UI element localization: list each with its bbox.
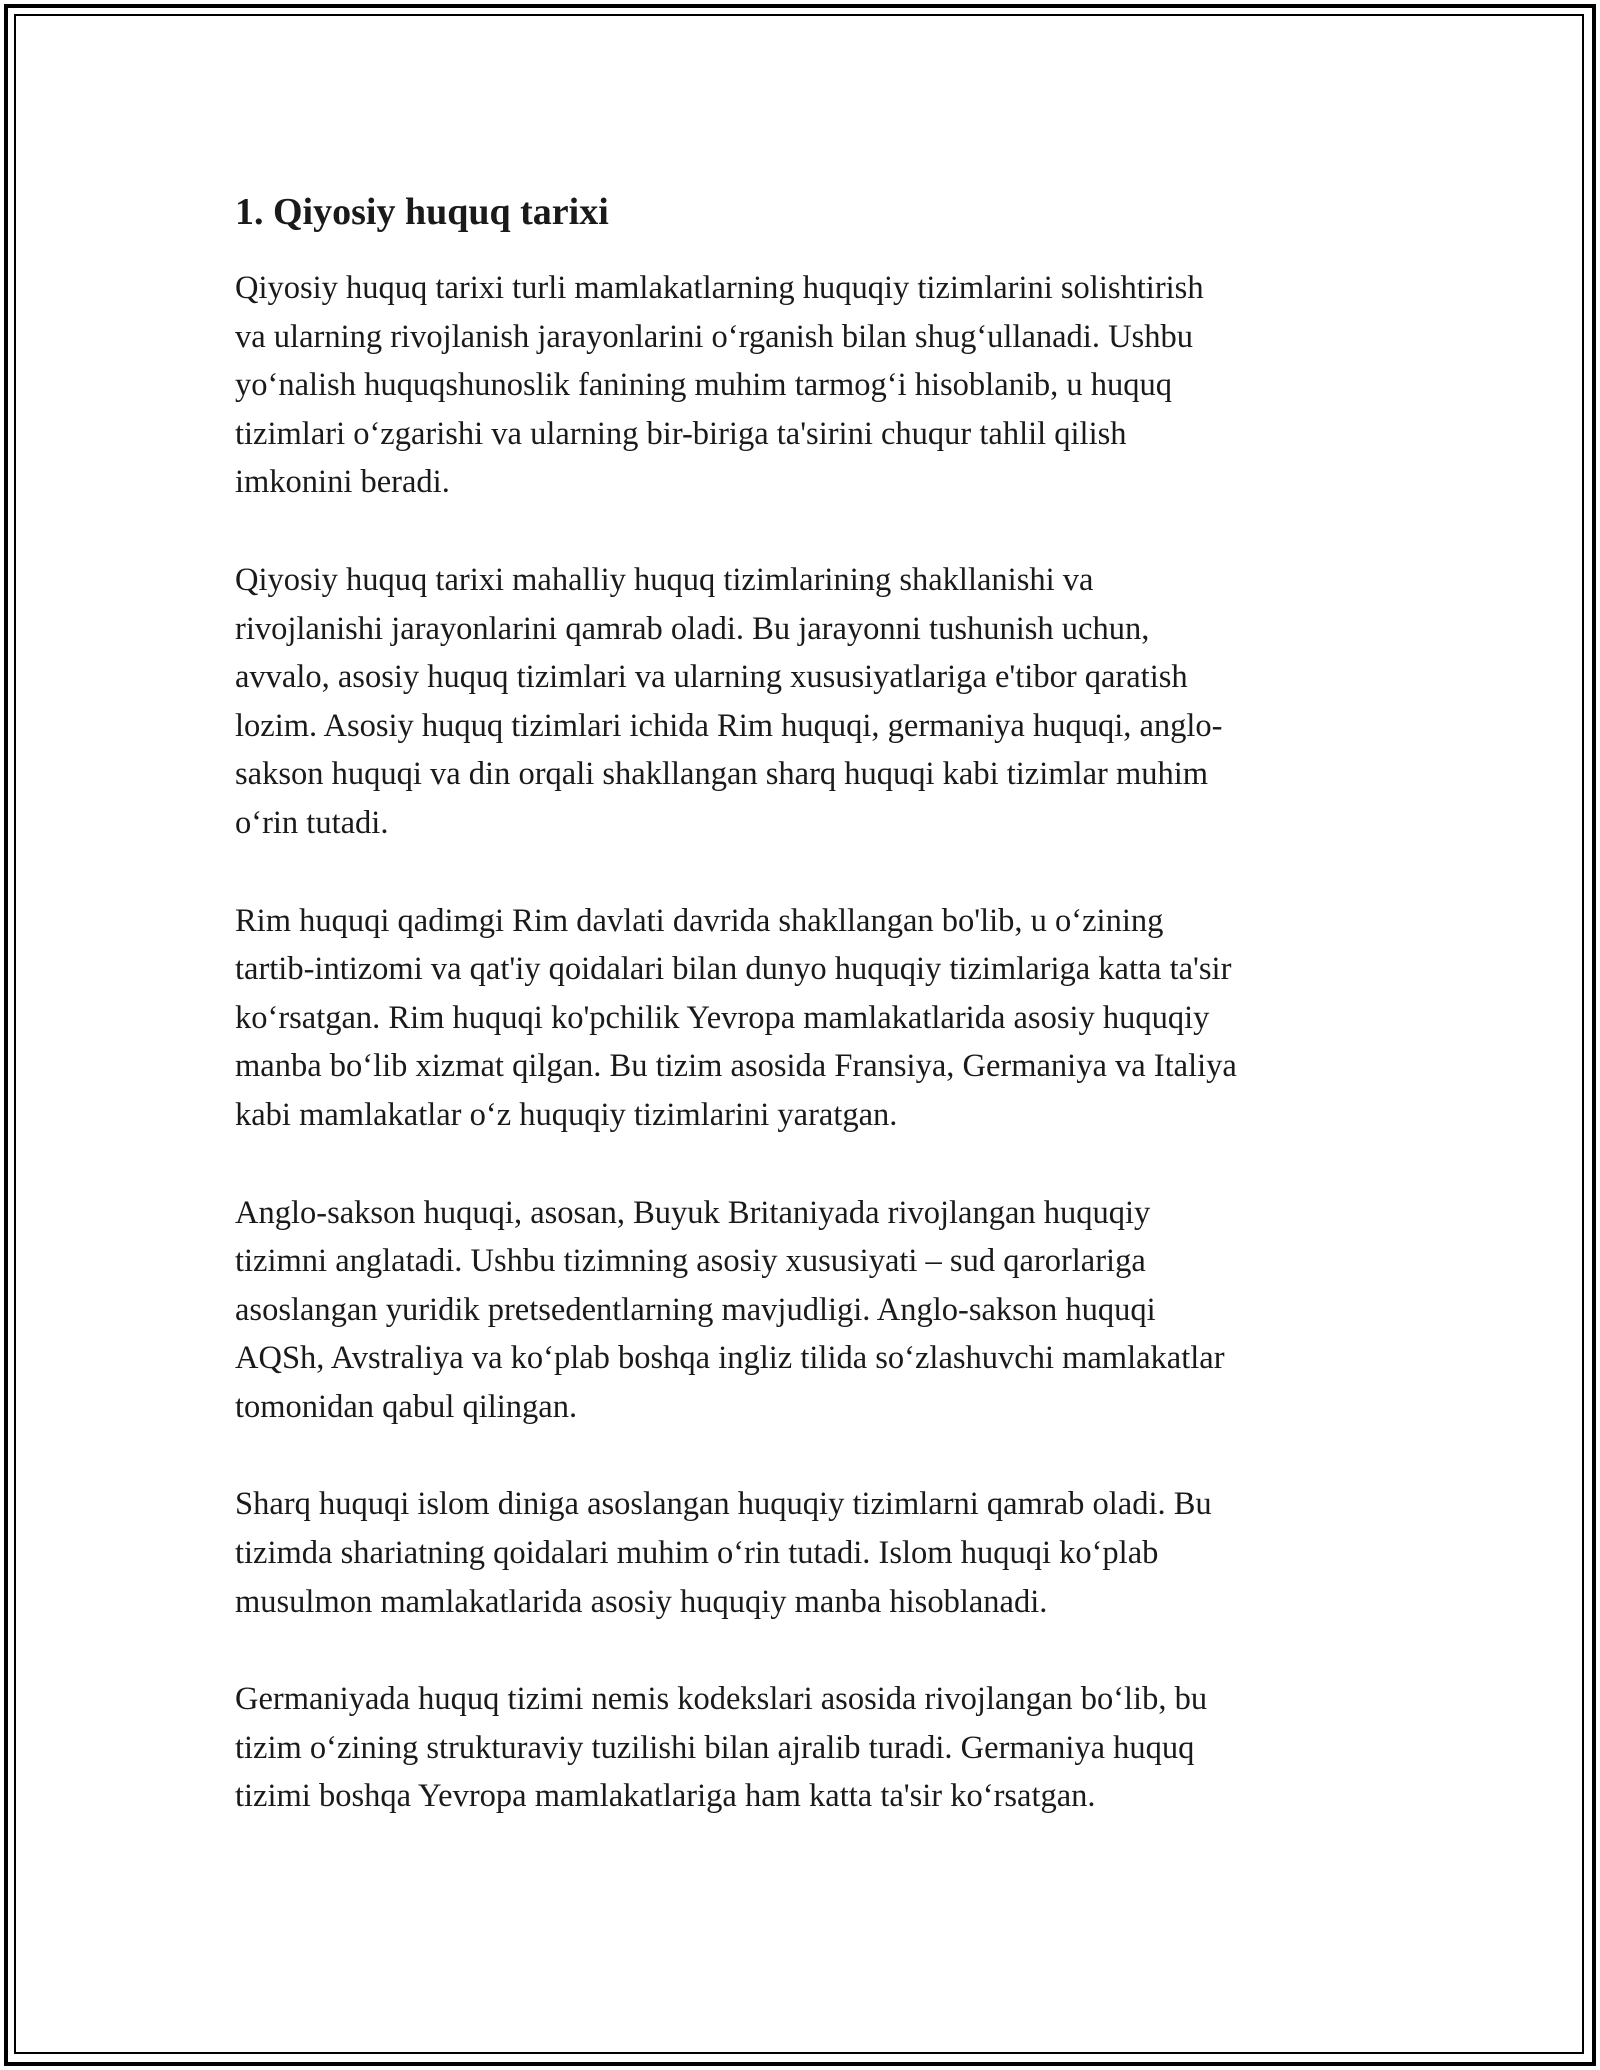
paragraph-5: Sharq huquqi islom diniga asoslangan huquqiy tizimlarni qamrab oladi. Bu tizimda shariatning qoidalari muhim oʻrin tutadi. Islom huquqi koʻplab musulmon mamlakatlarida asosiy huquqiy manba hisoblanadi. (235, 1486, 1212, 1620)
section-heading: 1. Qiyosiy huquq tarixi (235, 191, 609, 233)
paragraph-4: Anglo-sakson huquqi, asosan, Buyuk Britaniyada rivojlangan huquqiy tizimni anglatadi. Ushbu tizimning asosiy xususiyati – sud qarorlariga asoslangan yuridik pretsedentlarning mavjudligi. Anglo-sakson huquqi AQSh, Avstraliya va koʻplab boshqa ingliz tilida soʻzlashuvchi mamlakatlar tomonidan qabul qilingan. (235, 1194, 1225, 1425)
paragraph-3: Rim huquqi qadimgi Rim davlati davrida shakllangan bo'lib, u oʻzining tartib-intizomi va qat'iy qoidalari bilan dunyo huquqiy tizimlariga katta ta'sir koʻrsatgan. Rim huquqi ko'pchilik Yevropa mamlakatlarida asosiy huquqiy manba boʻlib xizmat qilgan. Bu tizim asosida Fransiya, Germaniya va Italiya kabi mamlakatlar oʻz huquqiy tizimlarini yaratgan. (235, 902, 1237, 1133)
paragraph-1: Qiyosiy huquq tarixi turli mamlakatlarning huquqiy tizimlarini solishtirish va ularning rivojlanish jarayonlarini oʻrganish bilan shugʻullanadi. Ushbu yoʻnalish huquqshunoslik fanining muhim tarmogʻi hisoblanib, u huquq tizimlari oʻzgarishi va ularning bir-biriga ta'sirini chuqur tahlil qilish imkonini beradi. (235, 270, 1204, 501)
paragraph-6: Germaniyada huquq tizimi nemis kodekslari asosida rivojlangan boʻlib, bu tizim oʻzining strukturaviy tuzilishi bilan ajralib turadi. Germaniya huquq tizimi boshqa Yevropa mamlakatlariga ham katta ta'sir koʻrsatgan. (235, 1681, 1208, 1815)
paragraph-2: Qiyosiy huquq tarixi mahalliy huquq tizimlarining shakllanishi va rivojlanishi jarayonlarini qamrab oladi. Bu jarayonni tushunish uchun, avvalo, asosiy huquq tizimlari va ularning xususiyatlariga e'tibor qaratish lozim. Asosiy huquq tizimlari ichida Rim huquqi, germaniya huquqi, anglo- sakson huquqi va din orqali shakllangan sharq huquqi kabi tizimlar muhim oʻrin tutadi. (235, 561, 1223, 841)
document-body (235, 188, 1375, 1870)
